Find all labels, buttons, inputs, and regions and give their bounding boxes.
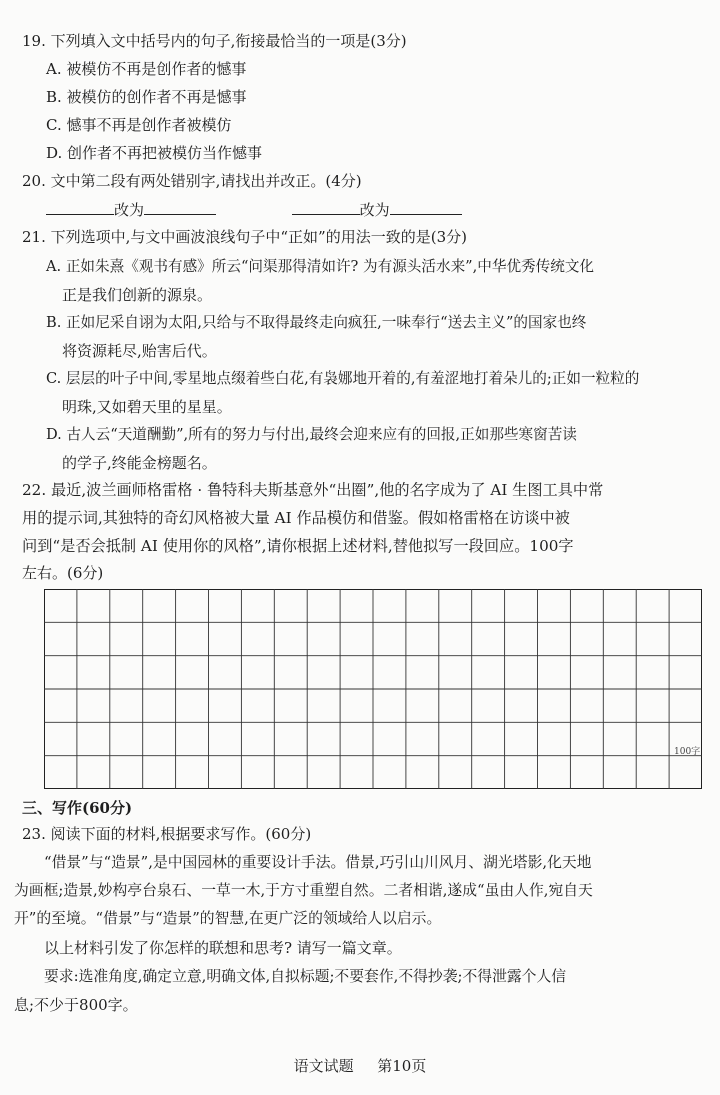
q23-prompt: 以上材料引发了你怎样的联想和思考? 请写一篇文章。 <box>44 939 402 957</box>
q21-option-a-line1: A. 正如朱熹《观书有感》所云“问渠那得清如许? 为有源头活水来”,中华优秀传统文化 <box>46 258 595 275</box>
q19-stem: 19. 下列填入文中括号内的句子,衔接最恰当的一项是(3分) <box>22 32 407 50</box>
q21-option-d-line1: D. 古人云“天道酬勤”,所有的努力与付出,最终会迎来应有的回报,正如那些寒窗苦读 <box>46 426 577 443</box>
section-title-writing: 三、写作(60分) <box>22 799 133 817</box>
q22-text-line4: 左右。(6分) <box>22 564 104 582</box>
q23-stem: 23. 阅读下面的材料,根据要求写作。(60分) <box>22 825 312 843</box>
q19-option-c: C. 憾事不再是创作者被模仿 <box>46 116 232 134</box>
q21-option-b-line1: B. 正如尼采自诩为太阳,只给与不取得最终走向疯狂,一味奉行“送去主义”的国家也终 <box>46 314 587 331</box>
footer-page-number: 第10页 <box>377 1057 427 1075</box>
grid-count-label: 100字 <box>674 747 701 757</box>
q21-option-a-line2: 正是我们创新的源泉。 <box>62 286 213 304</box>
q20-answer-blank[interactable] <box>46 198 114 215</box>
q22-text-line3: 问到“是否会抵制 AI 使用你的风格”,请你根据上述材料,替他拟写一段回应。100字 <box>22 537 574 555</box>
q20-correction-label: 改为 <box>114 201 145 219</box>
q21-stem: 21. 下列选项中,与文中画波浪线句子中“正如”的用法一致的是(3分) <box>22 228 467 246</box>
answer-grid[interactable] <box>44 589 702 789</box>
q22-text-line2: 用的提示词,其独特的奇幻风格被大量 AI 作品模仿和借鉴。假如格雷格在访谈中被 <box>22 509 570 527</box>
q22-text-line1: 22. 最近,波兰画师格雷格 · 鲁特科夫斯基意外“出圈”,他的名字成为了 AI 生图工具中常 <box>22 481 604 499</box>
q21-option-c-line2: 明珠,又如碧天里的星星。 <box>62 398 232 416</box>
q23-material-line3: 开”的至境。“借景”与“造景”的智慧,在更广泛的领域给人以启示。 <box>14 910 442 927</box>
q23-requirements-line1: 要求:选准角度,确定立意,明确文体,自拟标题;不要套作,不得抄袭;不得泄露个人信 <box>44 968 567 985</box>
q20-answer-blank[interactable] <box>390 198 462 215</box>
q23-material-line2: 为画框;造景,妙构亭台泉石、一草一木,于方寸重塑自然。二者相谐,遂成“虽由人作,宛自天 <box>14 882 593 899</box>
q21-option-d-line2: 的学子,终能金榜题名。 <box>62 454 217 472</box>
page-footer <box>0 1055 720 1076</box>
q23-material-line1: “借景”与“造景”,是中国园林的重要设计手法。借景,巧引山川风月、湖光塔影,化天地 <box>44 854 592 871</box>
q19-option-a: A. 被模仿不再是创作者的憾事 <box>46 60 247 78</box>
q21-option-b-line2: 将资源耗尽,贻害后代。 <box>62 342 217 360</box>
q20-stem: 20. 文中第二段有两处错别字,请找出并改正。(4分) <box>22 172 362 190</box>
q20-correction-label: 改为 <box>359 201 390 219</box>
q20-blank-row <box>46 198 462 221</box>
q20-answer-blank[interactable] <box>292 198 360 215</box>
q19-option-b: B. 被模仿的创作者不再是憾事 <box>46 88 247 106</box>
q20-answer-blank[interactable] <box>144 198 216 215</box>
q21-option-c-line1: C. 层层的叶子中间,零星地点缀着些白花,有袅娜地开着的,有羞涩地打着朵儿的;正如一粒粒的 <box>46 370 640 387</box>
footer-subject: 语文试题 <box>293 1057 354 1075</box>
q19-option-d: D. 创作者不再把被模仿当作憾事 <box>46 144 263 162</box>
q23-requirements-line2: 息;不少于800字。 <box>14 996 138 1014</box>
